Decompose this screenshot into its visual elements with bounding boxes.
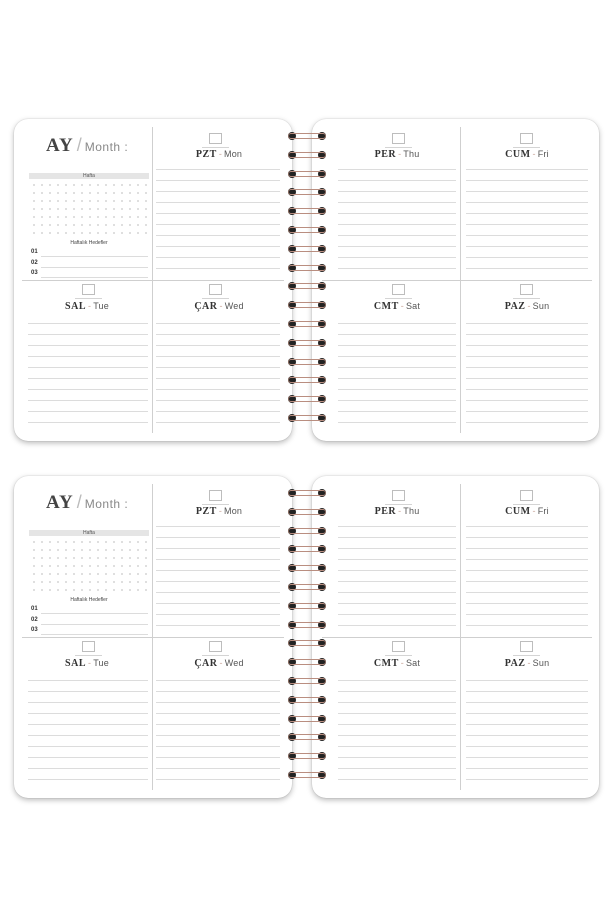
goal-number: 02 — [31, 617, 38, 623]
day-en: Mon — [224, 149, 243, 159]
spiral-ring — [284, 599, 330, 613]
day-en: Thu — [403, 149, 420, 159]
month-separator: / — [76, 492, 82, 512]
week-label: Hafta — [29, 173, 149, 179]
spiral-ring — [284, 693, 330, 707]
ruled-lines — [28, 680, 148, 780]
day-title-sun: PAZ - Sun — [504, 301, 550, 312]
day-checkbox[interactable] — [392, 641, 405, 652]
day-checkbox[interactable] — [209, 133, 222, 144]
left-page — [14, 476, 292, 798]
goal-number: 03 — [31, 627, 38, 633]
dot-grid — [30, 181, 148, 237]
day-tr: ÇAR — [194, 658, 218, 669]
day-en: Fri — [537, 149, 549, 159]
day-tr: PZT — [195, 149, 217, 160]
spiral-ring — [284, 580, 330, 594]
spiral-ring — [284, 148, 330, 162]
spiral-ring — [284, 712, 330, 726]
ruled-lines — [156, 323, 280, 423]
day-title-tue: SAL - Tue — [65, 301, 109, 312]
right-page — [312, 476, 599, 798]
month-separator: / — [76, 135, 82, 155]
day-tr: CMT — [373, 658, 399, 669]
goal-number: 01 — [31, 606, 38, 612]
spiral-ring — [284, 411, 330, 425]
spiral-ring — [284, 204, 330, 218]
ruled-lines — [338, 526, 456, 626]
day-checkbox[interactable] — [82, 641, 95, 652]
spiral-ring — [284, 655, 330, 669]
day-title-tue: SAL - Tue — [65, 658, 109, 669]
spiral-ring — [284, 524, 330, 538]
day-en: Sun — [532, 658, 550, 668]
ruled-lines — [156, 526, 280, 626]
day-checkbox[interactable] — [82, 284, 95, 295]
day-checkbox[interactable] — [520, 641, 533, 652]
day-tr: CUM — [505, 506, 531, 517]
day-checkbox[interactable] — [520, 284, 533, 295]
day-checkbox[interactable] — [392, 284, 405, 295]
day-en: Wed — [224, 658, 244, 668]
spiral-ring — [284, 242, 330, 256]
day-tr: CMT — [373, 301, 399, 312]
spiral-ring — [284, 223, 330, 237]
spiral-ring — [284, 505, 330, 519]
weekly-goals-title: Haftalık Hedefler — [70, 597, 108, 603]
right-page — [312, 119, 599, 441]
day-title-sun: PAZ - Sun — [504, 658, 550, 669]
day-title-sat: CMT - Sat — [373, 301, 421, 312]
goal-number: 02 — [31, 260, 38, 266]
spiral-ring — [284, 636, 330, 650]
goal-line — [41, 277, 148, 278]
ruled-lines — [466, 526, 588, 626]
day-checkbox[interactable] — [209, 284, 222, 295]
goal-number: 03 — [31, 270, 38, 276]
month-header — [46, 492, 128, 514]
day-title-fri: CUM - Fri — [505, 506, 549, 517]
day-en: Sat — [405, 301, 421, 311]
spiral-ring — [284, 674, 330, 688]
goal-line — [41, 256, 148, 257]
spiral-ring — [284, 618, 330, 632]
ruled-lines — [466, 169, 588, 269]
row-divider — [322, 280, 592, 281]
day-title-thu: PER - Thu — [374, 149, 420, 160]
spiral-ring — [284, 561, 330, 575]
day-tr: PER — [374, 506, 397, 517]
day-checkbox[interactable] — [209, 490, 222, 501]
day-en: Mon — [224, 506, 243, 516]
day-checkbox[interactable] — [392, 133, 405, 144]
day-tr: PAZ — [504, 301, 526, 312]
row-divider — [322, 637, 592, 638]
ruled-lines — [156, 169, 280, 269]
day-tr: CUM — [505, 149, 531, 160]
day-en: Thu — [403, 506, 420, 516]
spiral-ring — [284, 768, 330, 782]
day-en: Fri — [537, 506, 549, 516]
day-title-sat: CMT - Sat — [373, 658, 421, 669]
day-en: Tue — [93, 301, 109, 311]
weekly-goals-title: Haftalık Hedefler — [70, 240, 108, 246]
day-checkbox[interactable] — [209, 641, 222, 652]
month-label-tr: AY — [46, 492, 74, 513]
spiral-ring — [284, 317, 330, 331]
goal-number: 01 — [31, 249, 38, 255]
day-title-mon: PZT - Mon — [195, 506, 243, 517]
goal-line — [41, 624, 148, 625]
goal-line — [41, 267, 148, 268]
goal-line — [41, 613, 148, 614]
day-title-fri: CUM - Fri — [505, 149, 549, 160]
spiral-binding — [284, 129, 330, 431]
day-checkbox[interactable] — [520, 490, 533, 501]
month-label-en: Month : — [84, 140, 129, 154]
day-tr: PZT — [195, 506, 217, 517]
day-title-thu: PER - Thu — [374, 506, 420, 517]
month-label-tr: AY — [46, 135, 74, 156]
ruled-lines — [156, 680, 280, 780]
day-title-wed: ÇAR - Wed — [194, 301, 244, 312]
day-en: Wed — [224, 301, 244, 311]
day-tr: SAL — [65, 301, 86, 312]
goal-line — [41, 634, 148, 635]
day-en: Sat — [405, 658, 421, 668]
month-label-en: Month : — [84, 497, 129, 511]
spiral-ring — [284, 355, 330, 369]
dot-grid — [30, 538, 148, 594]
row-divider — [22, 637, 284, 638]
day-tr: ÇAR — [194, 301, 218, 312]
day-en: Sun — [532, 301, 550, 311]
ruled-lines — [28, 323, 148, 423]
day-title-mon: PZT - Mon — [195, 149, 243, 160]
day-tr: PAZ — [504, 658, 526, 669]
spiral-ring — [284, 129, 330, 143]
ruled-lines — [338, 323, 456, 423]
day-tr: PER — [374, 149, 397, 160]
day-checkbox[interactable] — [392, 490, 405, 501]
ruled-lines — [466, 323, 588, 423]
spiral-binding — [284, 486, 330, 788]
spiral-ring — [284, 167, 330, 181]
spiral-ring — [284, 298, 330, 312]
month-header — [46, 135, 128, 157]
day-checkbox[interactable] — [520, 133, 533, 144]
spiral-ring — [284, 486, 330, 500]
spiral-ring — [284, 261, 330, 275]
ruled-lines — [338, 169, 456, 269]
spiral-ring — [284, 185, 330, 199]
spiral-ring — [284, 749, 330, 763]
row-divider — [22, 280, 284, 281]
ruled-lines — [338, 680, 456, 780]
spiral-ring — [284, 730, 330, 744]
spiral-ring — [284, 336, 330, 350]
spiral-ring — [284, 392, 330, 406]
ruled-lines — [466, 680, 588, 780]
spiral-ring — [284, 279, 330, 293]
week-label: Hafta — [29, 530, 149, 536]
spiral-ring — [284, 542, 330, 556]
day-tr: SAL — [65, 658, 86, 669]
spiral-ring — [284, 373, 330, 387]
left-page — [14, 119, 292, 441]
day-title-wed: ÇAR - Wed — [194, 658, 244, 669]
day-en: Tue — [93, 658, 109, 668]
